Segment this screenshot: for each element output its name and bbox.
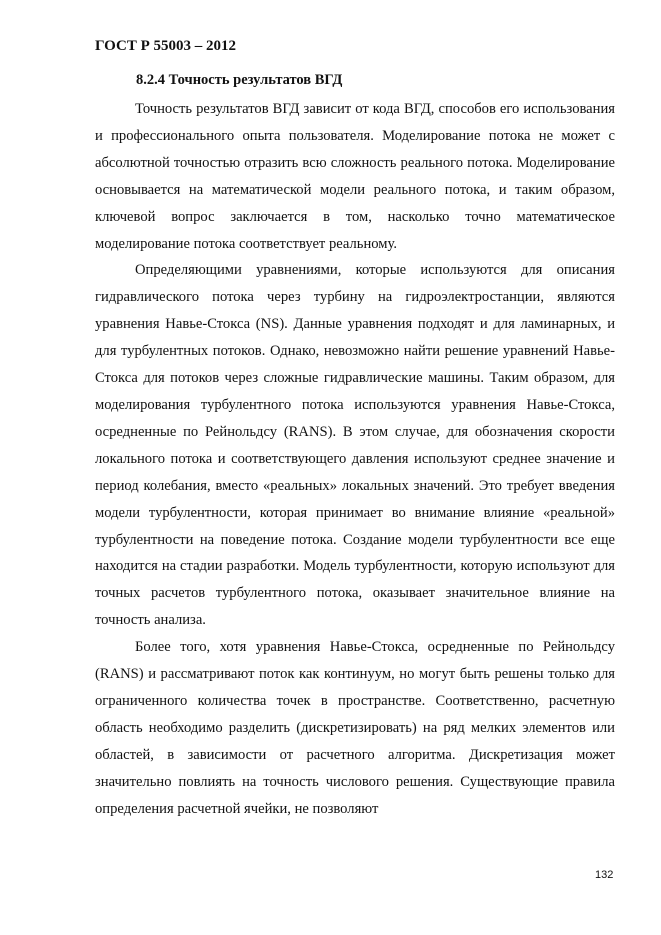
section-title: 8.2.4 Точность результатов ВГД — [136, 72, 343, 88]
paragraph: Более того, хотя уравнения Навье-Стокса, осредненные по Рейнольдсу (RANS) и рассматривают поток как континуум, но могут быть решены только для ограниченного количества точек в пространстве. Соответственно, расчетную область необходимо разделить (дискретизировать) на ряд мелких элементов или областей, в зависимости от расчетного алгоритма. Дискретизация может значительно повлиять на точность числового решения. Существующие правила определения расчетной ячейки, не позволяют — [95, 639, 615, 817]
document-header: ГОСТ Р 55003 – 2012 — [95, 38, 237, 54]
body-text — [95, 96, 615, 822]
paragraph: Точность результатов ВГД зависит от кода ВГД, способов его использования и профессионального опыта пользователя. Моделирование потока не может с абсолютной точностью отразить всю сложность реального потока. Моделирование основывается на математической модели реального потока, и таким образом, ключевой вопрос заключается в том, насколько точно математическое моделирование потока соответствует реальному. — [95, 101, 615, 252]
paragraph: Определяющими уравнениями, которые используются для описания гидравлического потока через турбину на гидроэлектростанции, являются уравнения Навье-Стокса (NS). Данные уравнения подходят и для ламинарных, и для турбулентных потоков. Однако, невозможно найти решение уравнений Навье-Стокса для потоков через сложные гидравлические машины. Таким образом, для моделирования турбулентного потока используются уравнения Навье-Стокса, осредненные по Рейнольдсу (RANS). В этом случае, для обозначения скорости локального потока и соответствующего давления используют среднее значение и период колебания, вместо «реальных» локальных значений. Это требует введения модели турбулентности, которая принимает во внимание влияние «реальной» турбулентности на поведение потока. Создание модели турбулентности все еще находится на стадии разработки. Модель турбулентности, которую используют для точных расчетов турбулентного потока, оказывает значительное влияние на точность анализа. — [95, 262, 615, 629]
page-number: 132 — [595, 869, 614, 881]
